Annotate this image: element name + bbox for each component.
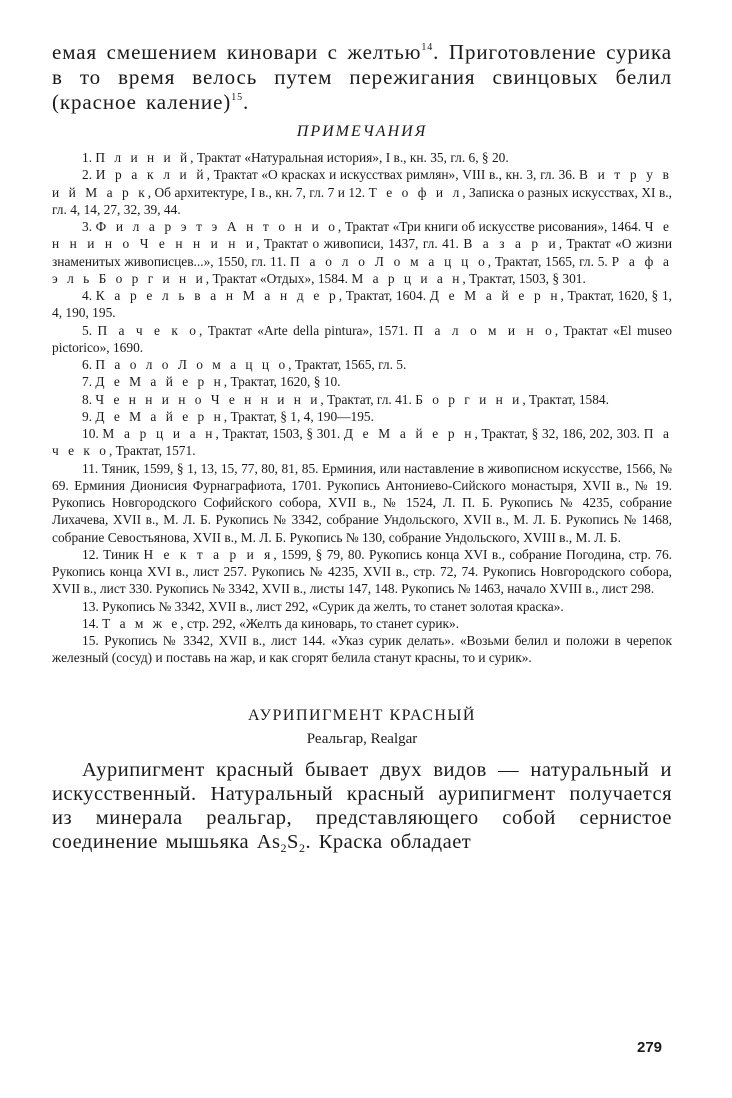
note-text: Рукопись № 3342, XVII в., лист 144. «Указ сурик делать». «Возьми белил и положи в черепок железный (сосуд) и поставь на жар, и как сгорят белила станут красны, то и сурик». [52,633,672,666]
note-author: Д е М а й е р н [343,426,475,441]
note-text: , Трактат, 1503, § 301. [215,426,344,441]
note-text: , Трактат, гл. 41. [320,391,416,407]
note-number: 6. [82,357,93,372]
note-author: Т е о ф и л [368,184,463,200]
page-content [52,40,672,854]
note-number: 14. [82,615,99,631]
note-number: 13. [82,598,99,614]
note-4 [52,287,672,322]
note-author: Т а м ж е [102,615,181,631]
page-number: 279 [637,1039,663,1056]
note-author: И р а к л и й [95,167,207,183]
note-number: 3. [82,219,93,234]
note-author: В и т р у в и й М а р к [52,167,672,200]
note-10 [52,425,672,460]
note-text: , Трактат, 1565, гл. 5. [487,253,612,269]
note-author: Р а ф а э л ь Б о р г и н и [52,253,672,286]
note-author: К а р е л ь в а н М а н д е р [95,288,339,303]
note-number: 10. [82,426,99,441]
note-number: 9. [82,408,93,424]
note-number: 1. [82,150,93,165]
note-2 [52,166,672,218]
note-author: П а о л о Л о м а ц ц о [290,253,488,269]
note-author: Ч е н н и н о Ч е н н и н и [52,219,672,252]
note-author: Ч е н н и н о Ч е н н и н и [95,391,321,407]
note-author: М а р ц и а н [351,270,463,286]
note-author: Д е М а й е р н [429,288,561,303]
note-text: , Трактат, 1503, § 301. [462,270,586,286]
note-14 [52,615,672,632]
note-number: 12. [82,546,99,562]
note-text: , Трактат «El museo pictorico», 1690. [52,322,672,355]
note-9 [52,408,672,425]
subscript-1: 2 [280,840,288,855]
note-number: 8. [82,391,93,407]
note-text: , стр. 292, «Желть да киноварь, то станет сурик». [180,615,460,631]
note-text: , Трактат о живописи, 1437, гл. 41. [256,236,464,252]
note-author: Ф и л а р э т э А н т о н и о [95,219,338,234]
note-text: Тяник, 1599, § 1, 13, 15, 77, 80, 81, 85. Ерминия, или наставление в живописном искусстве, 1566, № 69. Ерминия Дионисия Фурнаграфиота, 1701. Рукопись Антониево-Сийского монастыря, XVII в., № 19. Рукопись Новгородского Софийского собора, XVII в., № 1524, Л. П. Б. Рукопись № 4235, собрание Лихачева, XVII в., М. Л. Б. Рукопись № 3342, собрание Ундольского, XVII в., М. Л. Б. Рукопись № 1468, собрание Севостьянова, XVII в., М. Л. Б. Рукопись № 130, собрание Ундольского, XVIII в., М. Л. Б. [52,460,672,545]
note-number: 7. [82,374,93,390]
note-text: , Трактат «О красках и искусствах римлян», VIII в., кн. 3, гл. 36. [206,167,579,183]
note-13 [52,598,672,615]
note-1 [52,149,672,166]
note-text: , Трактат, § 32, 186, 202, 303. [474,426,644,441]
note-text: , Трактат, 1620, § 1, 4, 190, 195. [52,288,672,321]
intro-text: емая смешением киновари с желтью [52,40,422,64]
note-text: , Трактат, 1620, § 10. [223,374,341,390]
note-text: , Трактат «Отдых», 1584. [205,270,352,286]
note-number: 2. [82,167,93,183]
note-author: Д е М а й е р н [95,408,224,424]
note-text: , Записка о разных искусствах, XI в., гл. 4, 14, 27, 32, 39, 44. [52,184,672,217]
note-text: , Об архитектуре, I в., кн. 7, гл. 7 и 12. [147,184,369,200]
note-5 [52,322,672,357]
note-text: , Трактат, 1604. [338,288,430,303]
footnote-ref-15: 15 [231,92,243,103]
section-text-2: S [287,830,299,853]
note-text: Рукопись № 3342, XVII в., лист 292, «Сурик да желть, то станет золотая краска». [102,598,564,614]
note-number: 4. [82,288,93,303]
section-title: АУРИПИГМЕНТ КРАСНЫЙ [248,706,476,724]
note-text: , 1599, § 79, 80. Рукопись конца XVI в., собрание Погодина, стр. 76. Рукопись конца XVI в., лист 257. Рукопись № 4235, XVII в., стр. 72, 74. Рукопись Новгородского собора, XVII в., лист 330. Рукопись № 3342, XVII в., листы 147, 148. Рукопись № 1463, начало XVIII в., лист 298. [52,546,672,597]
note-text: , Трактат, § 1, 4, 190—195. [223,408,374,424]
note-number: 15. [82,633,99,648]
note-11 [52,460,672,546]
note-text: , Трактат «О жизни знаменитых живописцев...», 1550, гл. 11. [52,236,672,269]
note-8 [52,391,672,408]
note-7 [52,373,672,390]
section-text-3: . Краска обладает [305,830,472,853]
note-12 [52,546,672,598]
intro-text-2: . Приготовление сурика в то время велось путем пережигания свинцовых белил (красное каление) [52,40,672,114]
note-author: Н е к т а р и я [143,546,274,562]
note-author: Б о р г и н и [415,391,523,407]
note-3 [52,218,672,287]
note-text: , Трактат, 1584. [522,391,609,407]
section-text-1: Аурипигмент красный бывает двух видов — натуральный и искусственный. Натуральный красный аурипигмент получается из минерала реальгар, представляющего собой сернистое соединение мышьяка As [52,758,672,853]
note-author: М а р ц и а н [102,426,216,441]
note-author: П л и н и й [95,150,191,165]
note-text: , Трактат, 1571. [108,443,196,459]
note-15 [52,632,672,667]
section-subtitle: Реальгар, Realgar [306,730,418,747]
section-paragraph [52,758,672,854]
note-text: Тиник [103,546,144,562]
intro-paragraph [52,40,672,115]
note-author: П а ч е к о [97,322,199,338]
note-number: 5. [82,322,93,338]
footnote-ref-14: 14 [421,42,434,53]
note-author: В а з а р и [463,236,559,252]
note-author: П а ч е к о [52,426,672,459]
note-author: П а о л о Л о м а ц ц о [95,357,289,372]
notes-heading: ПРИМЕЧАНИЯ [296,123,428,140]
note-text: , Трактат «Натуральная история», I в., кн. 35, гл. 6, § 20. [190,150,509,165]
notes-list [52,149,672,667]
note-text: , Трактат «Arte della pintura», 1571. [198,322,414,338]
note-text: , Трактат, 1565, гл. 5. [288,357,407,372]
intro-text-3: . [243,90,250,114]
note-number: 11. [82,460,99,476]
note-text: , Трактат «Три книги об искусстве рисования», 1464. [337,219,645,234]
note-author: Д е М а й е р н [95,374,224,390]
note-author: П а л о м и н о [413,322,555,338]
note-6 [52,356,672,373]
subscript-2: 2 [298,840,306,855]
